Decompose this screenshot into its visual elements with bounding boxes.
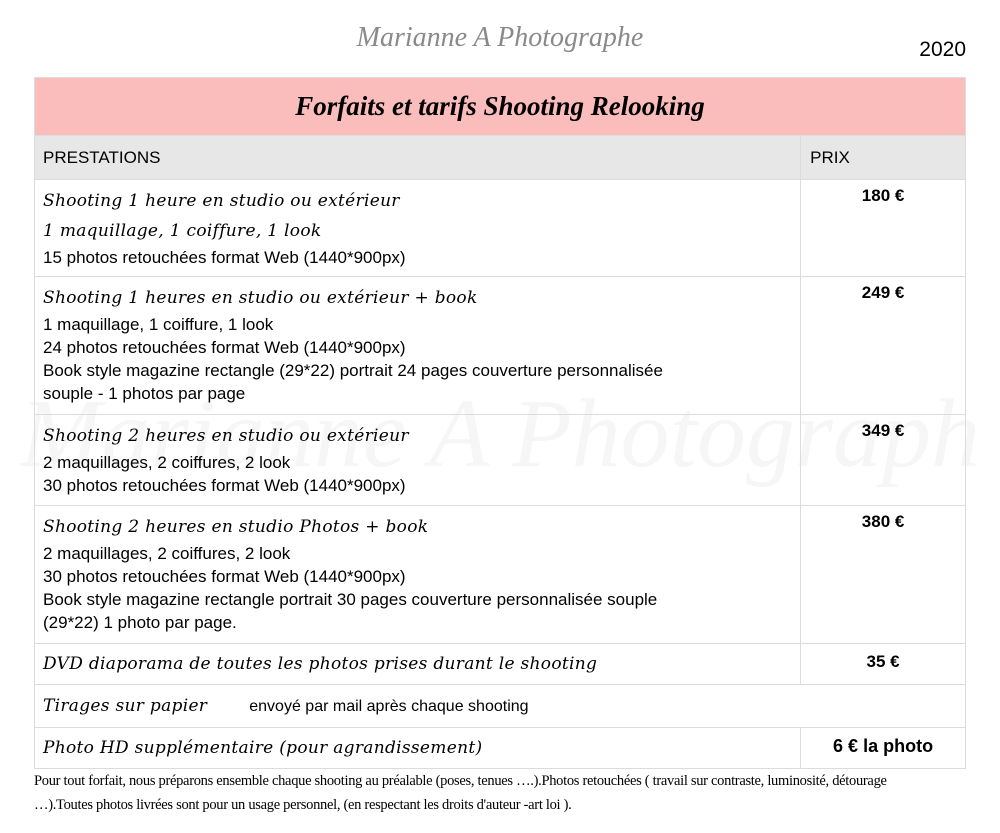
service-price: 35 € bbox=[801, 644, 966, 685]
footnote-line: Pour tout forfait, nous préparons ensemble chaque shooting au préalable (poses, tenues ….).Photos retouchées ( travail sur contraste, luminosité, détourage bbox=[34, 773, 887, 789]
service-description bbox=[35, 728, 801, 769]
service-detail: 30 photos retouchées format Web (1440*900px) bbox=[43, 567, 406, 586]
service-detail: souple - 1 photos par page bbox=[43, 384, 246, 403]
pricing-table bbox=[34, 77, 966, 769]
service-price: 249 € bbox=[801, 277, 966, 415]
table-title-row bbox=[35, 78, 966, 136]
service-price: 380 € bbox=[801, 506, 966, 644]
table-row bbox=[35, 180, 966, 277]
table-row bbox=[35, 277, 966, 415]
service-description bbox=[35, 180, 801, 277]
column-header-prestations: PRESTATIONS bbox=[35, 136, 801, 180]
service-detail: (29*22) 1 photo par page. bbox=[43, 613, 237, 632]
service-note: envoyé par mail après chaque shooting bbox=[249, 697, 529, 715]
table-row bbox=[35, 644, 966, 685]
service-detail: 1 maquillage, 1 coiffure, 1 look bbox=[43, 315, 274, 334]
table-title: Forfaits et tarifs Shooting Relooking bbox=[35, 78, 966, 136]
service-title: Tirages sur papier bbox=[43, 696, 208, 716]
service-detail: Book style magazine rectangle (29*22) portrait 24 pages couverture personnalisée bbox=[43, 361, 663, 380]
service-detail: 24 photos retouchées format Web (1440*900px) bbox=[43, 338, 406, 357]
service-title: DVD diaporama de toutes les photos prises durant le shooting bbox=[43, 654, 598, 674]
year-label: 2020 bbox=[919, 38, 966, 61]
brand-name: Marianne A Photographe bbox=[356, 22, 644, 53]
service-title: Photo HD supplémentaire (pour agrandissement) bbox=[43, 738, 483, 758]
service-description bbox=[35, 644, 801, 685]
footnote bbox=[34, 769, 974, 817]
service-title: Shooting 2 heures en studio ou extérieur bbox=[43, 426, 409, 446]
service-title: Shooting 1 heures en studio ou extérieur + book bbox=[43, 288, 478, 308]
service-detail: 2 maquillages, 2 coiffures, 2 look bbox=[43, 544, 291, 563]
service-detail: 2 maquillages, 2 coiffures, 2 look bbox=[43, 453, 291, 472]
service-price: 180 € bbox=[801, 180, 966, 277]
service-description bbox=[35, 685, 966, 728]
footnote-line: …).Toutes photos livrées sont pour un usage personnel, (en respectant les droits d'auteur -art loi ). bbox=[34, 797, 572, 813]
service-price: 6 € la photo bbox=[801, 728, 966, 769]
service-detail: 30 photos retouchées format Web (1440*900px) bbox=[43, 476, 406, 495]
column-header-prix: PRIX bbox=[801, 136, 966, 180]
table-header-row bbox=[35, 136, 966, 180]
service-subtitle: 1 maquillage, 1 coiffure, 1 look bbox=[43, 221, 322, 241]
service-price: 349 € bbox=[801, 415, 966, 506]
service-detail: 15 photos retouchées format Web (1440*900px) bbox=[43, 248, 406, 267]
table-row bbox=[35, 415, 966, 506]
service-description bbox=[35, 415, 801, 506]
table-row bbox=[35, 685, 966, 728]
service-title: Shooting 1 heure en studio ou extérieur bbox=[43, 191, 400, 211]
service-description bbox=[35, 506, 801, 644]
service-description bbox=[35, 277, 801, 415]
table-row bbox=[35, 506, 966, 644]
service-detail: Book style magazine rectangle portrait 30 pages couverture personnalisée souple bbox=[43, 590, 658, 609]
service-title: Shooting 2 heures en studio Photos + book bbox=[43, 517, 429, 537]
table-row bbox=[35, 728, 966, 769]
